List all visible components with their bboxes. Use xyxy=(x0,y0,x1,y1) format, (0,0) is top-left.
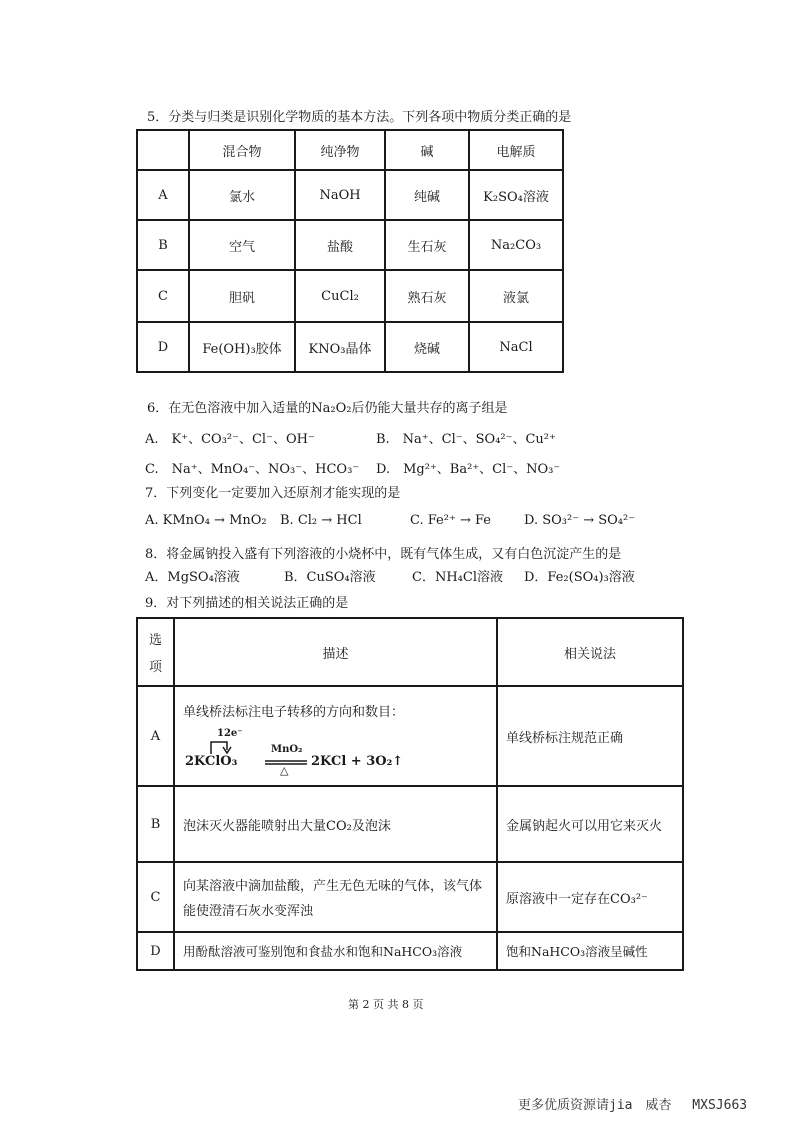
q8-option-a: A．MgSO₄溶液 xyxy=(145,570,240,585)
table-cell: 空气 xyxy=(189,220,295,270)
watermark-text: 更多优质资源请jia 威杏 MXSJ663 xyxy=(518,1098,748,1113)
q9-row-d-note: 饱和NaHCO₃溶液呈碱性 xyxy=(497,932,683,970)
table-cell: 熟石灰 xyxy=(385,270,469,322)
table-cell: K₂SO₄溶液 xyxy=(469,170,563,220)
q9-row-a-note: 单线桥标注规范正确 xyxy=(497,686,683,786)
q9-header-row xyxy=(137,618,683,686)
table-cell: 液氯 xyxy=(469,270,563,322)
q9-header-option xyxy=(137,618,174,686)
row-label: D xyxy=(137,322,189,372)
row-label: C xyxy=(137,862,174,932)
q9-header-remark: 相关说法 xyxy=(497,618,683,686)
table-cell: CuCl₂ xyxy=(295,270,385,322)
q9-row-b-note: 金属钠起火可以用它来灭火 xyxy=(497,786,683,862)
q9-row-b-desc: 泡沫灭火器能喷射出大量CO₂及泡沫 xyxy=(174,786,497,862)
q5-header-mixture: 混合物 xyxy=(189,130,295,170)
q6-option-d: D. Mg²⁺、Ba²⁺、Cl⁻、NO₃⁻ xyxy=(376,462,561,477)
table-row xyxy=(137,220,563,270)
row-label: B xyxy=(137,786,174,862)
q9-table xyxy=(136,617,684,971)
table-row xyxy=(137,932,683,970)
q5-header-base: 碱 xyxy=(385,130,469,170)
q8-option-c: C．NH₄Cl溶液 xyxy=(412,570,503,585)
q9-row-d-desc: 用酚酞溶液可鉴别饱和食盐水和饱和NaHCO₃溶液 xyxy=(174,932,497,970)
equation-single-bridge xyxy=(183,720,490,780)
q6-stem: 6．在无色溶液中加入适量的Na₂O₂后仍能大量共存的离子组是 xyxy=(147,401,508,416)
q7-option-c: C. Fe²⁺ → Fe xyxy=(410,513,491,528)
table-row xyxy=(137,270,563,322)
table-row xyxy=(137,322,563,372)
q9-row-c-note: 原溶液中一定存在CO₃²⁻ xyxy=(497,862,683,932)
q5-header-empty xyxy=(137,130,189,170)
q7-option-b: B. Cl₂ → HCl xyxy=(280,513,362,528)
q9-header-description: 描述 xyxy=(174,618,497,686)
table-row xyxy=(137,862,683,932)
q9-row-c-desc-line1: 向某溶液中滴加盐酸，产生无色无味的气体，该气体 xyxy=(183,879,483,894)
table-cell: 生石灰 xyxy=(385,220,469,270)
page-number: 第 2 页 共 8 页 xyxy=(348,998,424,1011)
q9-row-a-desc: 单线桥法标注电子转移的方向和数目： xyxy=(183,705,405,720)
q6-option-b: B. Na⁺、Cl⁻、SO₄²⁻、Cu²⁺ xyxy=(376,432,556,447)
q5-stem: 5．分类与归类是识别化学物质的基本方法。下列各项中物质分类正确的是 xyxy=(147,110,572,125)
table-cell: 烧碱 xyxy=(385,322,469,372)
bridge-line xyxy=(211,742,227,754)
q6-option-c: C. Na⁺、MnO₄⁻、NO₃⁻、HCO₃⁻ xyxy=(145,462,360,477)
row-label: A xyxy=(137,170,189,220)
q9-row-c-desc-line2: 能使澄清石灰水变浑浊 xyxy=(183,904,314,919)
row-label: D xyxy=(137,932,174,970)
q9-stem: 9．对下列描述的相关说法正确的是 xyxy=(145,596,349,611)
table-cell: 盐酸 xyxy=(295,220,385,270)
table-cell: 纯碱 xyxy=(385,170,469,220)
q8-stem: 8．将金属钠投入盛有下列溶液的小烧杯中，既有气体生成，又有白色沉淀产生的是 xyxy=(145,547,622,562)
q8-option-d: D．Fe₂(SO₄)₃溶液 xyxy=(524,570,635,585)
q5-header-row xyxy=(137,130,563,170)
table-cell: Fe(OH)₃胶体 xyxy=(189,322,295,372)
table-row xyxy=(137,686,683,786)
q5-header-electrolyte: 电解质 xyxy=(469,130,563,170)
table-cell: Na₂CO₃ xyxy=(469,220,563,270)
q8-option-b: B．CuSO₄溶液 xyxy=(284,570,376,585)
equation-left: 2KClO₃ xyxy=(185,754,238,769)
q9-row-c-desc-cell xyxy=(174,862,497,932)
q7-stem: 7．下列变化一定要加入还原剂才能实现的是 xyxy=(145,486,401,501)
electron-count: 12e⁻ xyxy=(217,728,243,739)
q6-option-a: A. K⁺、CO₃²⁻、Cl⁻、OH⁻ xyxy=(145,432,315,447)
q5-table xyxy=(136,129,564,373)
catalyst-label: MnO₂ xyxy=(271,744,303,755)
table-cell: 氯水 xyxy=(189,170,295,220)
table-row xyxy=(137,170,563,220)
row-label: A xyxy=(137,686,174,786)
table-cell: NaOH xyxy=(295,170,385,220)
row-label: C xyxy=(137,270,189,322)
table-cell: KNO₃晶体 xyxy=(295,322,385,372)
q9-row-a-desc-cell xyxy=(174,686,497,786)
q5-header-pure: 纯净物 xyxy=(295,130,385,170)
table-cell: NaCl xyxy=(469,322,563,372)
table-row xyxy=(137,786,683,862)
q9-header-option-line2: 项 xyxy=(148,660,162,675)
heat-condition-label: △ xyxy=(280,764,289,777)
row-label: B xyxy=(137,220,189,270)
q7-option-d: D. SO₃²⁻ → SO₄²⁻ xyxy=(524,513,636,528)
equation-right: 2KCl + 3O₂↑ xyxy=(311,754,404,769)
table-cell: 胆矾 xyxy=(189,270,295,322)
q7-option-a: A. KMnO₄ → MnO₂ xyxy=(145,513,267,528)
q9-header-option-line1: 选 xyxy=(148,633,162,648)
